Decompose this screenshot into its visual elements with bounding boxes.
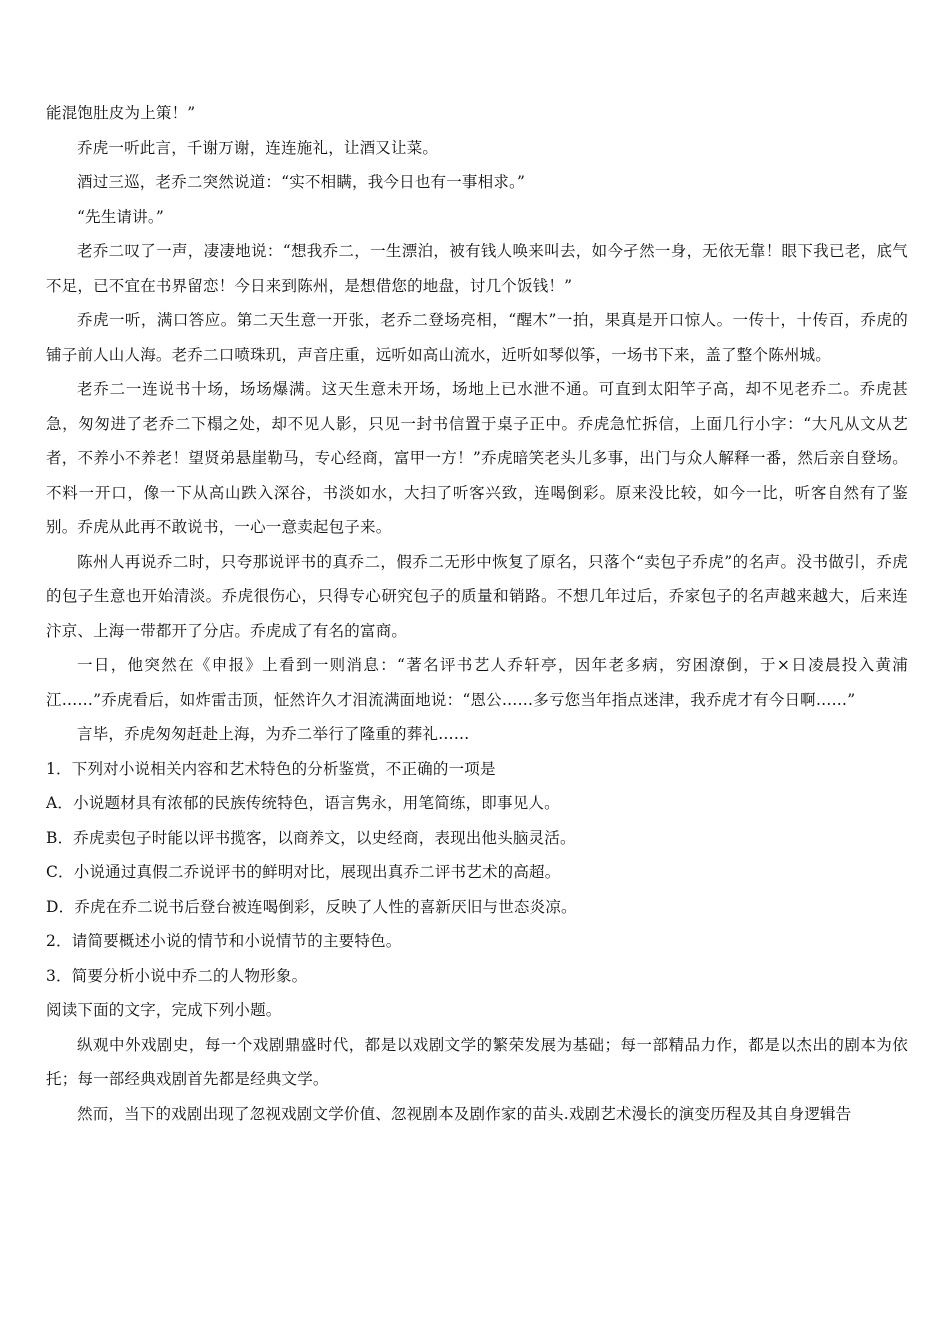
story-paragraph-9: 一日，他突然在《申报》上看到一则消息：“著名评书艺人乔轩亭，因年老多病，穷困潦倒，于×日凌晨投入黄浦江……”乔虎看后，如炸雷击顶，怔然许久才泪流满面地说：“恩公……多亏您当年指点迷津，我乔虎才有今日啊……” — [46, 656, 908, 709]
question-1-option-d: D．乔虎在乔二说书后登台被连喝倒彩，反映了人性的喜新厌旧与世态炎凉。 — [46, 897, 577, 916]
story-paragraph-5: 老乔二叹了一声，凄凄地说：“想我乔二，一生漂泊，被有钱人唤来叫去，如今孑然一身，无依无靠！眼下我已老，底气不足，已不宜在书界留恋！今日来到陈州，是想借您的地盘，讨几个饭钱！” — [46, 242, 908, 295]
story-paragraph-8: 陈州人再说乔二时，只夸那说评书的真乔二，假乔二无形中恢复了原名，只落个“卖包子乔虎”的名声。没书做引，乔虎的包子生意也开始清淡。乔虎很伤心，只得专心研究包子的质量和销路。不想几年过后，乔家包子的名声越来越大，后来连汴京、上海一带都开了分店。乔虎成了有名的富商。 — [46, 552, 908, 640]
story-paragraph-10: 言毕，乔虎匆匆赶赴上海，为乔二举行了隆重的葬礼…… — [77, 725, 470, 743]
question-1-option-c: C．小说通过真假二乔说评书的鲜明对比，展现出真乔二评书艺术的高超。 — [46, 863, 561, 881]
story-paragraph-3: 酒过三巡，老乔二突然说道：“实不相瞒，我今日也有一事相求。” — [77, 173, 526, 191]
story-paragraph-4: “先生请讲。” — [77, 207, 164, 226]
question-3: 3．简要分析小说中乔二的人物形象。 — [46, 966, 308, 985]
reading-instruction: 阅读下面的文字，完成下列小题。 — [46, 1001, 282, 1019]
question-1-option-b: B．乔虎卖包子时能以评书揽客，以商养文，以史经商，表现出他头脑灵活。 — [46, 828, 576, 847]
essay-paragraph-2: 然而，当下的戏剧出现了忽视戏剧文学价值、忽视剧本及剧作家的苗头.戏剧艺术漫长的演变历程及其自身逻辑告 — [77, 1104, 852, 1123]
question-2: 2．请简要概述小说的情节和小说情节的主要特色。 — [46, 932, 402, 950]
story-paragraph-2: 乔虎一听此言，千谢万谢，连连施礼，让酒又让菜。 — [77, 138, 439, 157]
essay-paragraph-1: 纵观中外戏剧史，每一个戏剧鼎盛时代，都是以戏剧文学的繁荣发展为基础；每一部精品力作，都是以杰出的剧本为依托；每一部经典戏剧首先都是经典文学。 — [46, 1035, 908, 1088]
story-paragraph-6: 乔虎一听，满口答应。第二天生意一开张，老乔二登场亮相，“醒木”一拍，果真是开口惊人。一传十，十传百，乔虎的铺子前人山人海。老乔二口喷珠玑，声音庄重，远听如高山流水，近听如琴似筝，一场书下来，盖了整个陈州城。 — [46, 311, 908, 364]
question-1-option-a: A．小说题材具有浓郁的民族传统特色，语言隽永，用笔简练，即事见人。 — [46, 794, 560, 812]
story-paragraph-7: 老乔二一连说书十场，场场爆满。这天生意未开场，场地上已水泄不通。可直到太阳竿子高，却不见老乔二。乔虎甚急，匆匆进了老乔二下榻之处，却不见人影，只见一封书信置于桌子正中。乔虎急忙拆信，上面几行小字：“大凡从文从艺者，不养小不养老！望贤弟悬崖勒马，专心经商，富甲一方！”乔虎暗笑老头儿多事，出门与众人解释一番，然后亲自登场。不料一开口，像一下从高山跌入深谷，书淡如水，大扫了听客兴致，连喝倒彩。原来没比较，如今一比，听客自然有了鉴别。乔虎从此再不敢说书，一心一意卖起包子来。 — [46, 380, 908, 536]
story-paragraph-1: 能混饱肚皮为上策！” — [46, 104, 196, 122]
question-1: 1．下列对小说相关内容和艺术特色的分析鉴赏，不正确的一项是 — [46, 759, 496, 778]
document-page — [46, 96, 908, 1131]
